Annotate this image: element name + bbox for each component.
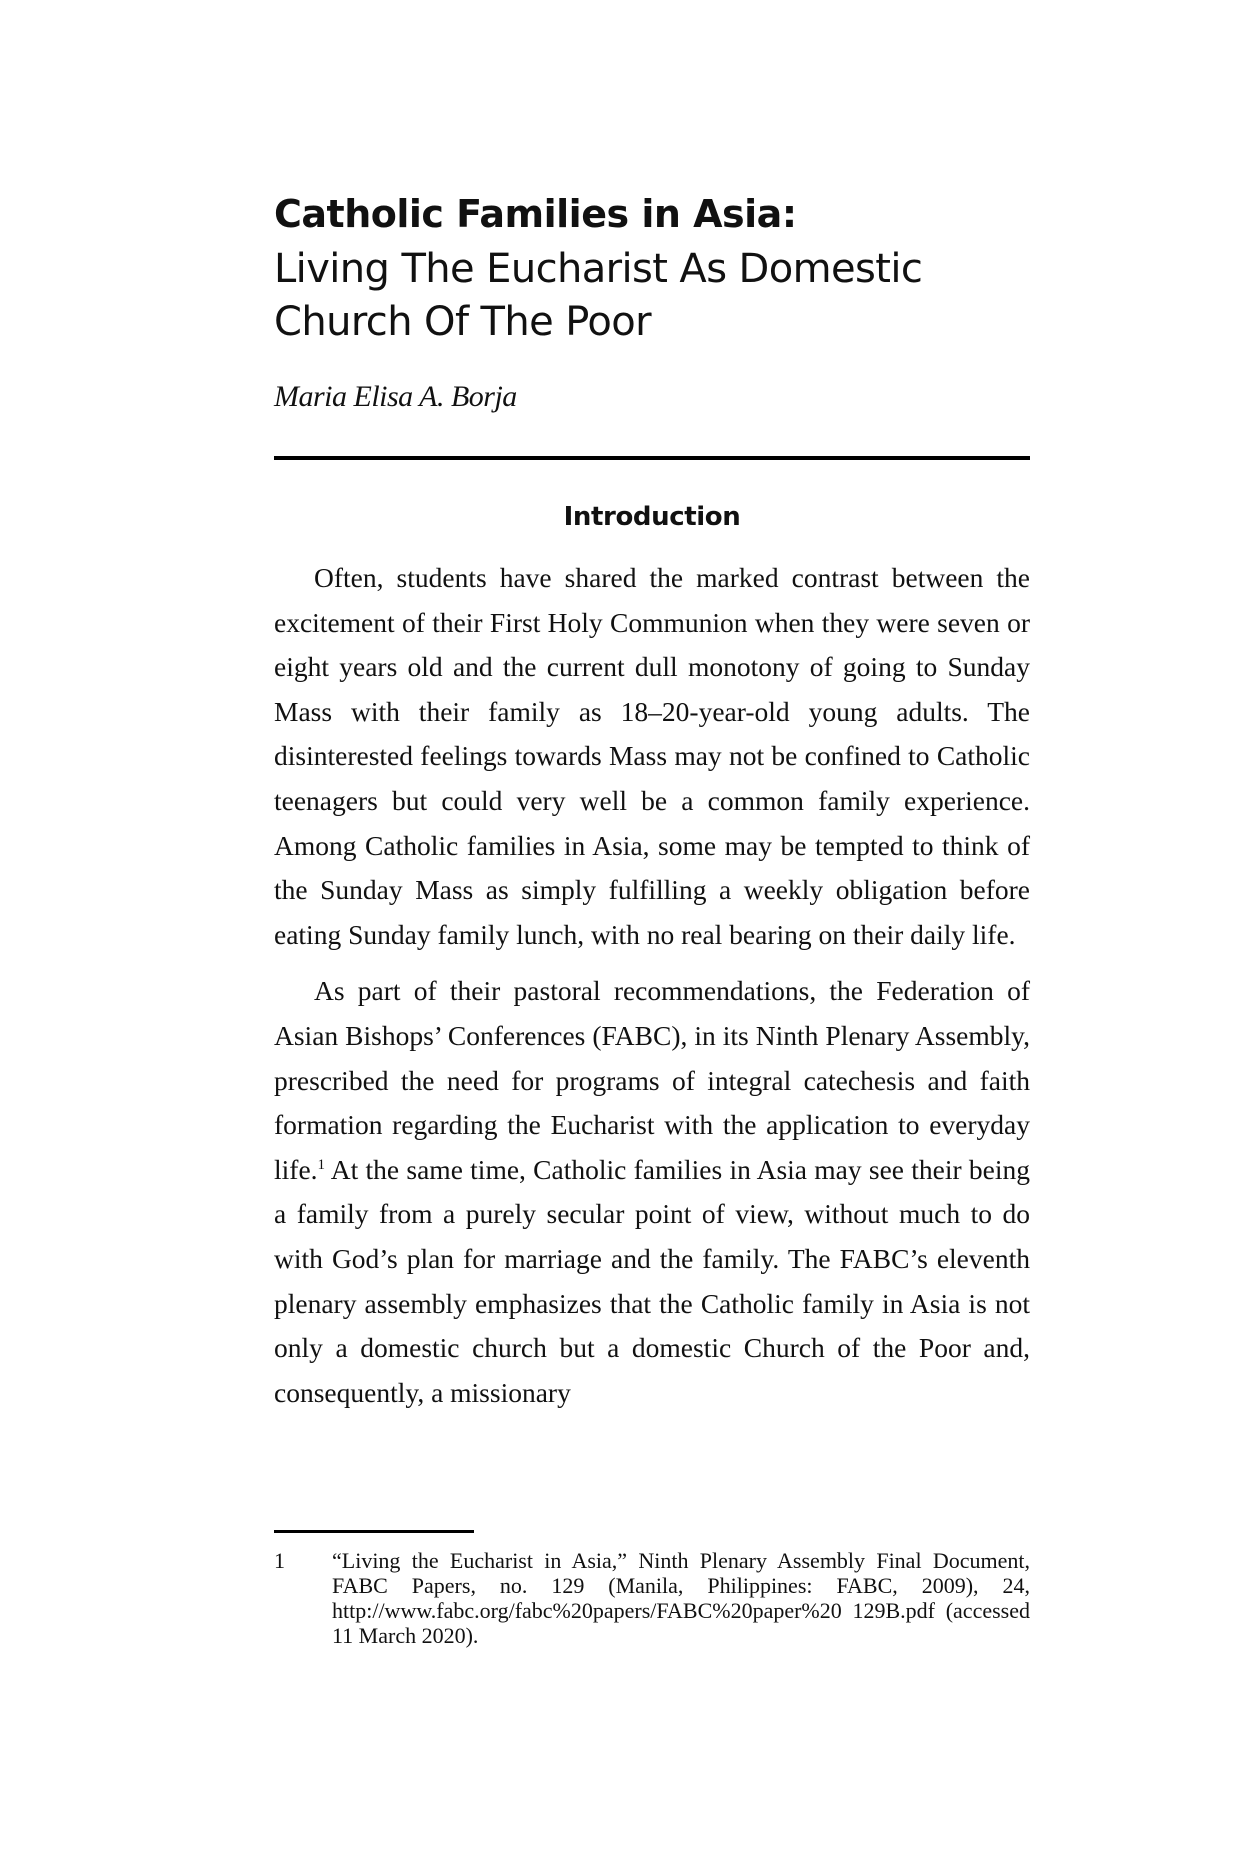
paragraph-2-part-a: As part of their pastoral recommendations, the Federation of Asian Bishops’ Conferences (FABC), in its Ninth Plenary Assembly, prescribed the need for programs of integral catechesis and faith formation regarding the Eucharist with the application to everyday life. — [274, 975, 1030, 1185]
footnote-ref[interactable]: 1 — [317, 1156, 326, 1173]
article-subtitle-line-2: Church Of The Poor — [274, 299, 651, 345]
paragraph-1: Often, students have shared the marked contrast between the excitement of their First Holy Communion when they were seven or eight years old and the current dull monotony of going to Sunday Mass with their family as 18–20-year-old young adults. The disinterested feelings towards Mass may not be confined to Catholic teenagers but could very well be a common family experience. Among Catholic families in Asia, some may be tempted to think of the Sunday Mass as simply fulfilling a weekly obligation before eating Sunday family lunch, with no real bearing on their daily life. — [274, 562, 1030, 950]
article-title: Catholic Families in Asia: — [274, 192, 797, 236]
article-subtitle-line-1: Living The Eucharist As Domestic — [274, 246, 923, 292]
paragraph-2 — [274, 969, 1030, 1415]
section-heading: Introduction — [563, 502, 741, 532]
footnote-text: “Living the Eucharist in Asia,” Ninth Plenary Assembly Final Document, FABC Papers, no. 129 (Manila, Philippines: FABC, 2009), 24, http://www.fabc.org/fabc%20papers/FABC%20paper%20 129B.pdf (accessed 11 March 2020). — [332, 1548, 1030, 1648]
paragraph-2-part-b: At the same time, Catholic families in Asia may see their being a family from a purely secular point of view, without much to do with God’s plan for marriage and the family. The FABC’s eleventh plenary assembly emphasizes that the Catholic family in Asia is not only a domestic church but a domestic Church of the Poor and, consequently, a missionary — [274, 1153, 1030, 1408]
footnote-divider — [274, 1530, 474, 1533]
footnote — [274, 1548, 1030, 1648]
body-text — [274, 556, 1030, 1427]
author-name: Maria Elisa A. Borja — [274, 380, 517, 413]
footnote-number: 1 — [274, 1548, 285, 1573]
title-divider — [274, 456, 1030, 460]
